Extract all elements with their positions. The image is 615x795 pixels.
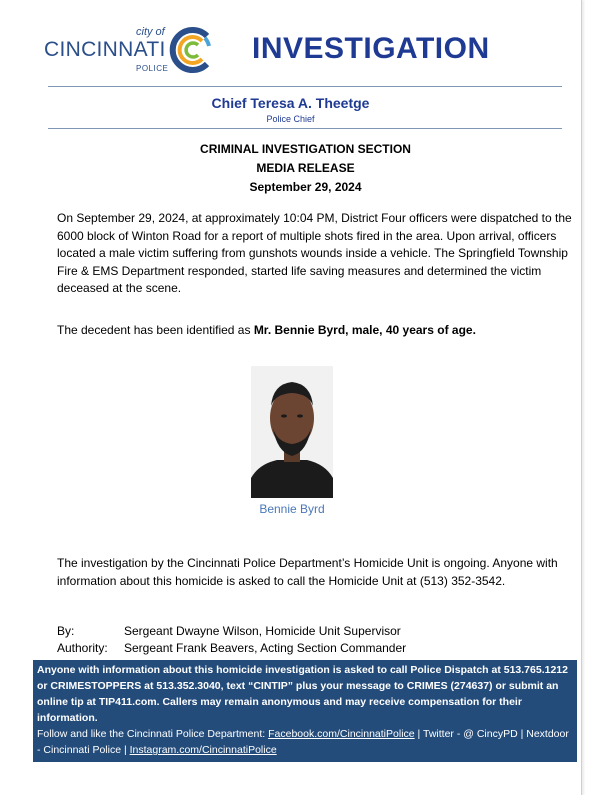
section-heading: CRIMINAL INVESTIGATION SECTION [200, 142, 411, 156]
separator-text: | [121, 744, 130, 756]
decedent-intro: The decedent has been identified as [57, 323, 254, 337]
logo-city-of-text: city of [136, 26, 165, 38]
decedent-identity: Mr. Bennie Byrd, male, 40 years of age. [253, 323, 476, 337]
city-c-logo-icon [169, 26, 217, 74]
tip-info-text: Anyone with information about this homicide investigation is asked to call Police Dispatch at 513.765.1212 or CRIMESTOPPERS at 513.352.3040, text “CINTIP” plus your message to CRIMES (274637) or submit an online tip at TIP411.com. Callers may remain anonymous and may receive compensation for their information. [37, 664, 568, 724]
logo-city-name: CINCINNATI [44, 38, 166, 61]
header-divider-top [48, 86, 562, 87]
follow-text: Follow and like the Cincinnati Police Department: [37, 728, 269, 740]
chief-title: Police Chief [266, 114, 315, 124]
release-date: September 29, 2024 [249, 180, 362, 194]
page-title: INVESTIGATION [252, 32, 490, 65]
person-portrait-icon [251, 366, 333, 498]
authority-label: Authority: [57, 641, 108, 655]
investigation-paragraph: The investigation by the Cincinnati Police Department’s Homicide Unit is ongoing. Anyone with information about this homicide is asked to call the Homicide Unit at (513) 352-3542. [57, 556, 558, 588]
victim-photo [251, 366, 333, 498]
incident-paragraph: On September 29, 2024, at approximately 10:04 PM, District Four officers were dispatched to the 6000 block of Winton Road for a report of multiple shots fired in the area. Upon arrival, officers located a male victim suffering from gunshots wounds inside a vehicle. The Springfield Township Fire & EMS Department responded, started life saving measures and determined the victim deceased at the scene. [57, 211, 572, 295]
by-label: By: [57, 624, 75, 638]
logo-police-text: POLICE [136, 64, 169, 73]
nextdoor-text: Nextdoor - Cincinnati Police [37, 728, 569, 756]
by-value: Sergeant Dwayne Wilson, Homicide Unit Supervisor [124, 624, 401, 638]
chief-name: Chief Teresa A. Theetge [211, 95, 370, 111]
instagram-link[interactable]: Instagram.com/CincinnatiPolice [129, 744, 277, 756]
authority-value: Sergeant Frank Beavers, Acting Section Commander [124, 641, 407, 655]
release-type: MEDIA RELEASE [256, 161, 355, 175]
cincinnati-police-logo [44, 26, 224, 76]
twitter-text: | Twitter - @ CincyPD | [414, 728, 527, 740]
social-links [37, 726, 573, 758]
photo-caption: Bennie Byrd [259, 502, 325, 516]
facebook-link[interactable]: Facebook.com/CincinnatiPolice [268, 728, 415, 740]
header-divider-bottom [48, 128, 562, 129]
decedent-paragraph [57, 322, 577, 340]
tip-info-box [33, 660, 577, 762]
